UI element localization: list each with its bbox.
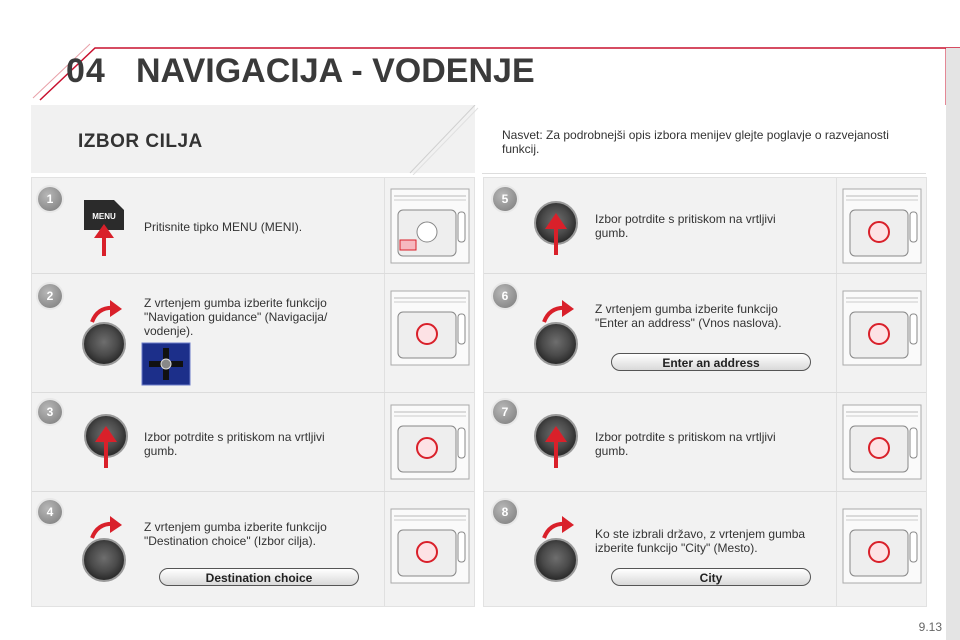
page-title: NAVIGACIJA - VODENJE: [136, 52, 535, 90]
chapter-number: 04: [66, 52, 106, 90]
control-panel-diagram: [390, 290, 470, 366]
step-5-text: Izbor potrdite s pritiskom na vrtljivi gumb.: [595, 212, 776, 240]
destination-choice-pill: Destination choice: [159, 568, 359, 586]
row-divider: [32, 491, 474, 492]
step-3-text: Izbor potrdite s pritiskom na vrtljivi gumb.: [144, 430, 325, 458]
step-number-2: 2: [38, 284, 62, 308]
menu-button-icon: [80, 196, 130, 258]
navigation-screen-icon: [141, 342, 191, 386]
step-number-1: 1: [38, 187, 62, 211]
step-number-5: 5: [493, 187, 517, 211]
control-panel-diagram: [390, 188, 470, 264]
step-number-7: 7: [493, 400, 517, 424]
rotate-arrow-icon: [88, 514, 124, 544]
tip-note: Nasvet: Za podrobnejši opis izbora menijev glejte poglavje o razvejanosti funkcij.: [502, 128, 889, 156]
enter-address-pill: Enter an address: [611, 353, 811, 371]
control-panel-diagram: [842, 188, 922, 264]
rotate-arrow-icon: [540, 514, 576, 544]
rotary-knob-icon: [534, 322, 578, 366]
page-edge-strip: [946, 48, 960, 640]
row-divider: [484, 392, 926, 393]
control-panel-diagram: [390, 404, 470, 480]
menu-button-label: MENU: [92, 212, 116, 221]
page-number: 9.13: [918, 620, 942, 634]
step-number-6: 6: [493, 284, 517, 308]
step-number-8: 8: [493, 500, 517, 524]
section-title: IZBOR CILJA: [78, 131, 203, 152]
rotary-knob-icon: [82, 322, 126, 366]
row-divider: [32, 273, 474, 274]
divider: [482, 173, 926, 174]
city-pill: City: [611, 568, 811, 586]
intro-box-fold: [400, 105, 480, 175]
rotary-knob-icon: [534, 538, 578, 582]
push-arrow-icon: [542, 207, 570, 255]
rotate-arrow-icon: [540, 298, 576, 328]
row-divider: [484, 491, 926, 492]
step-4-text: Z vrtenjem gumba izberite funkcijo "Destination choice" (Izbor cilja).: [144, 520, 327, 548]
rotary-knob-icon: [82, 538, 126, 582]
control-panel-diagram: [390, 508, 470, 584]
step-6-text: Z vrtenjem gumba izberite funkcijo "Enter an address" (Vnos naslova).: [595, 302, 782, 330]
row-divider: [484, 273, 926, 274]
step-number-3: 3: [38, 400, 62, 424]
push-arrow-icon: [92, 420, 120, 468]
control-panel-diagram: [842, 404, 922, 480]
step-7-text: Izbor potrdite s pritiskom na vrtljivi gumb.: [595, 430, 776, 458]
step-1-text: Pritisnite tipko MENU (MENI).: [144, 220, 303, 234]
row-divider: [32, 392, 474, 393]
rotate-arrow-icon: [88, 298, 124, 328]
push-arrow-icon: [542, 420, 570, 468]
control-panel-diagram: [842, 290, 922, 366]
step-2-text: Z vrtenjem gumba izberite funkcijo "Navigation guidance" (Navigacija/ vodenje).: [144, 296, 328, 338]
step-number-4: 4: [38, 500, 62, 524]
control-panel-diagram: [842, 508, 922, 584]
step-8-text: Ko ste izbrali državo, z vrtenjem gumba izberite funkcijo "City" (Mesto).: [595, 527, 806, 555]
